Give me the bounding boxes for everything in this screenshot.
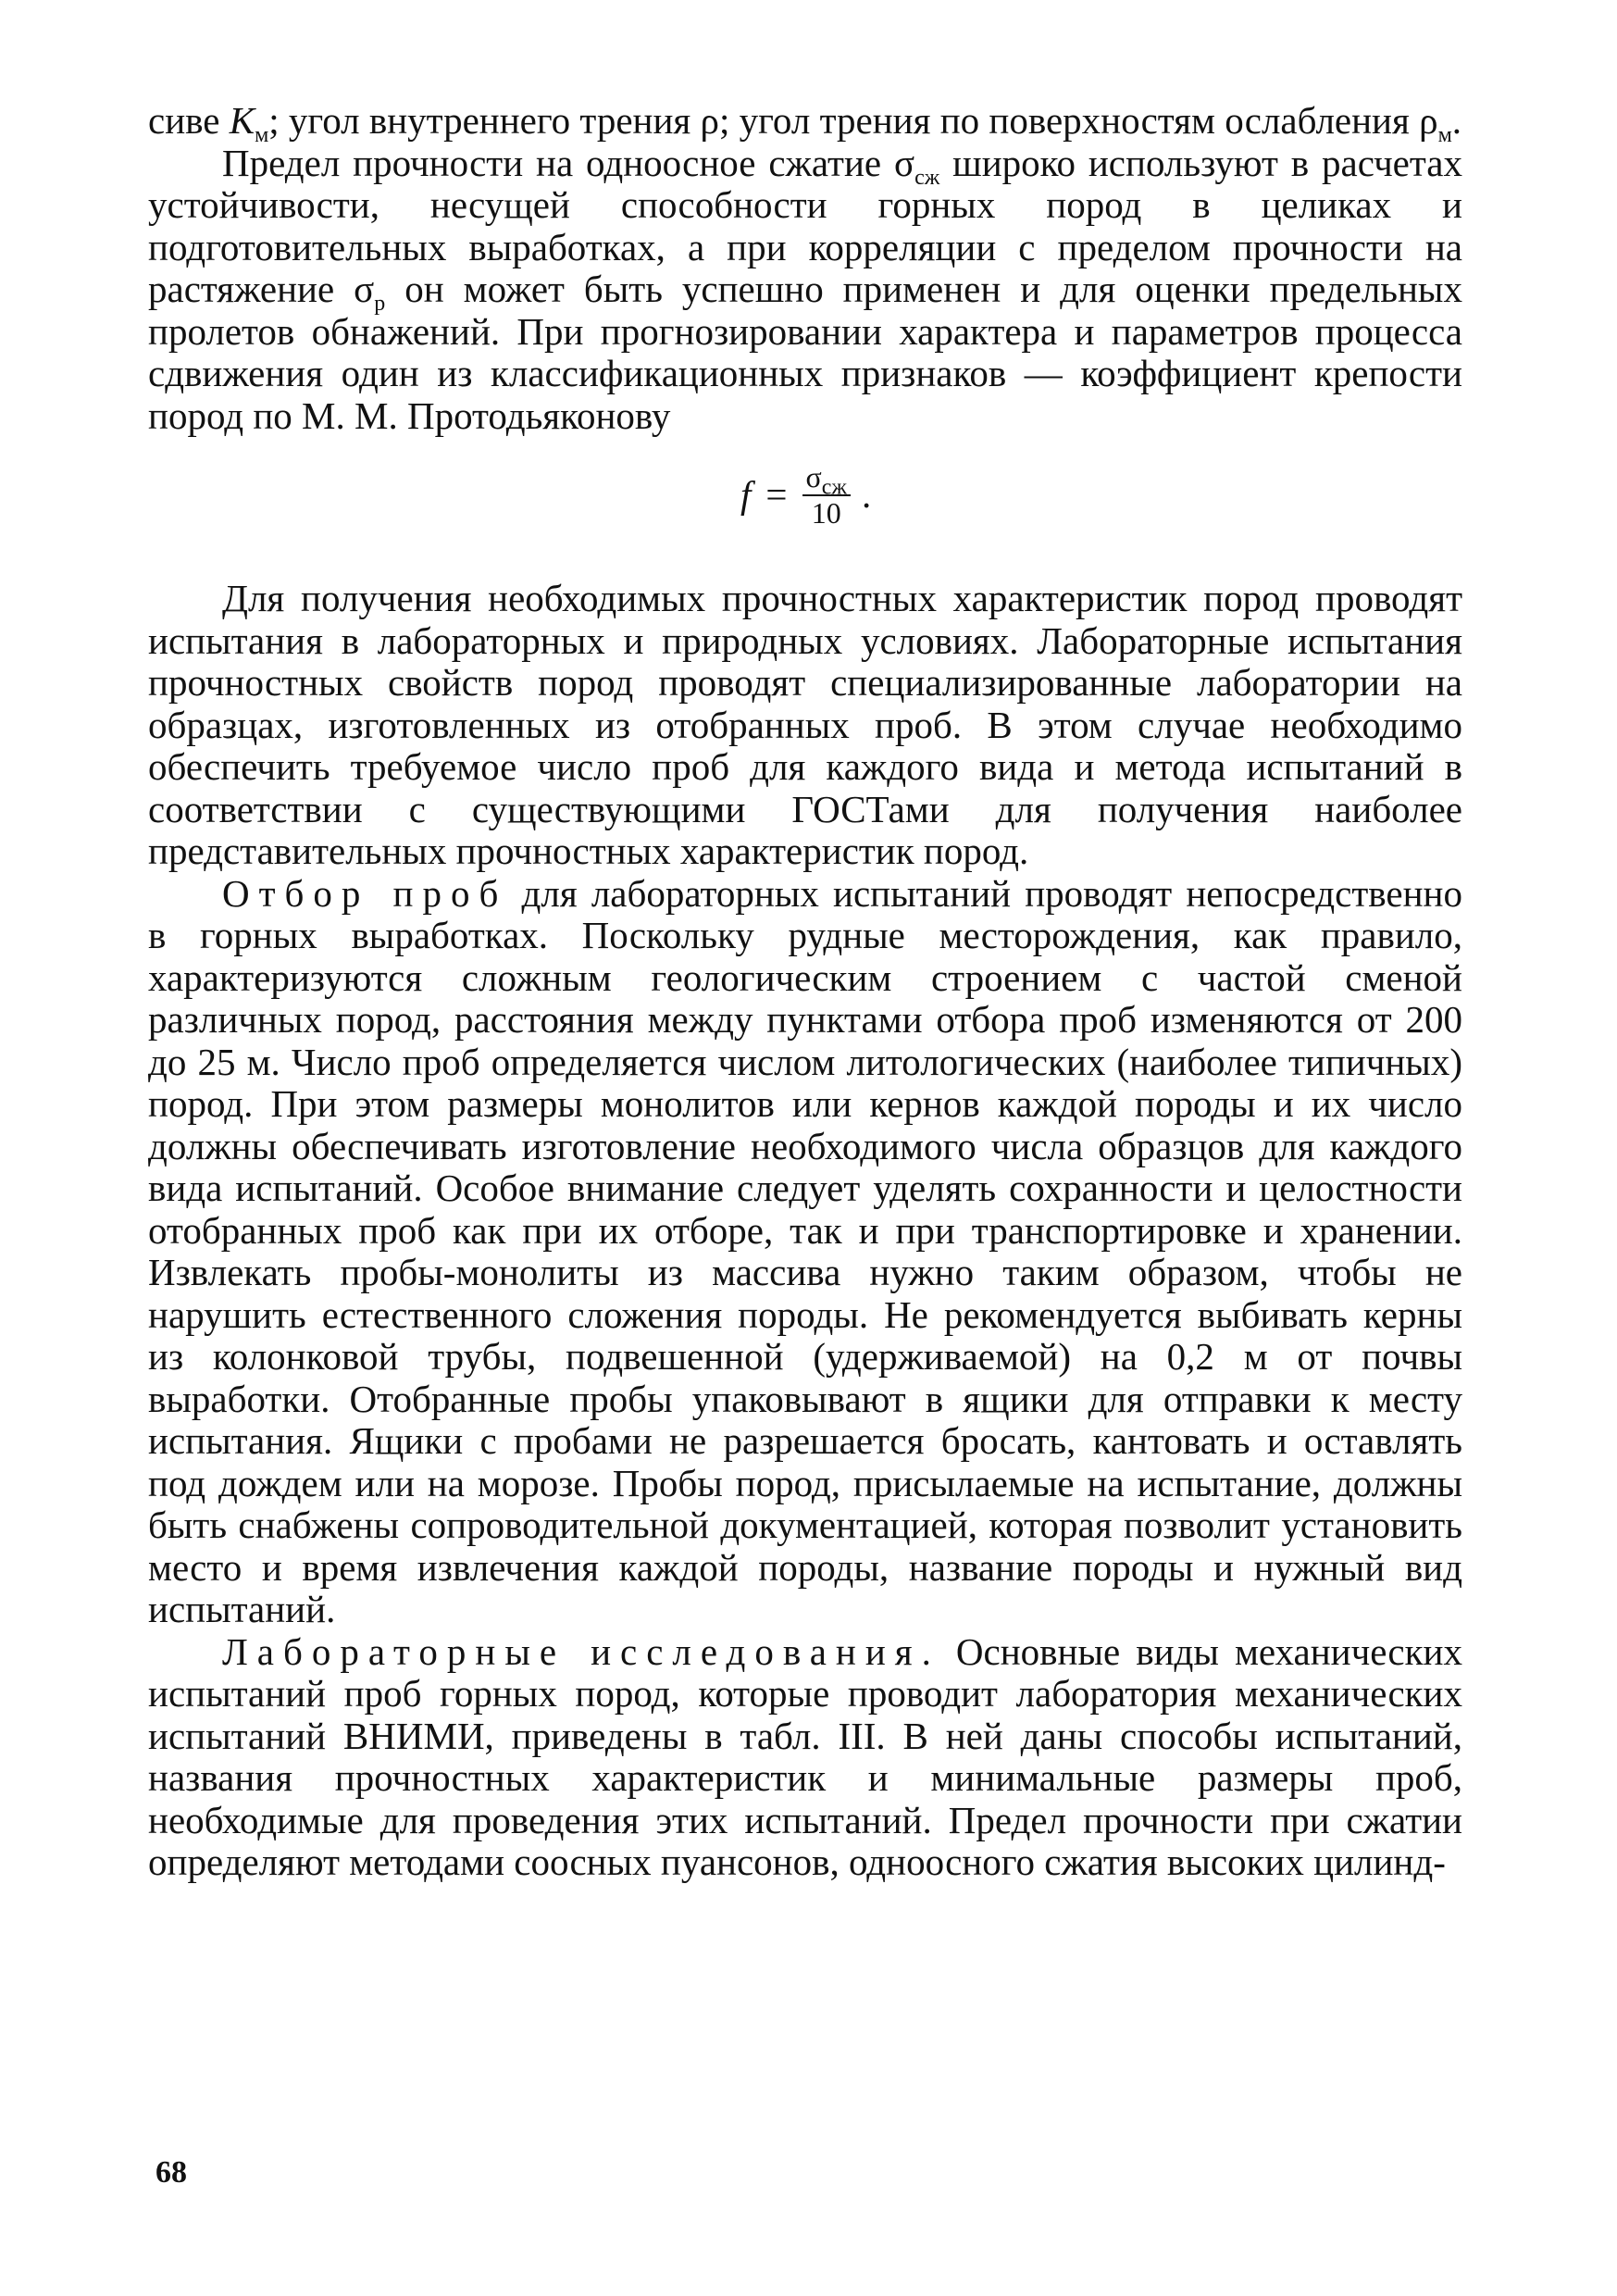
paragraph-3: Для получения необходимых прочностных характеристик пород проводят испытания в лабораторных и природных условиях. Лабораторные испытания прочностных свойств пород проводят специализированные лаборатории на образцах, изготовленных из отобранных проб. В этом случае необходимо обеспечить требуемое число проб для каждого вида и метода испытаний в соответствии с существующими ГОСТами для получения наиболее представительных прочностных характеристик пород.: [148, 577, 1462, 872]
fraction-denominator: 10: [811, 496, 841, 530]
formula: [740, 444, 871, 546]
text-run: сиве: [148, 99, 230, 142]
subscript: м: [255, 123, 269, 148]
sigma-symbol: σ: [805, 460, 822, 493]
formula-lhs: f: [740, 473, 752, 517]
text-run: .: [1451, 99, 1462, 142]
spaced-heading: Лабораторные исследования.: [222, 1629, 940, 1673]
formula-block: [148, 444, 1462, 546]
formula-equals: =: [765, 473, 788, 517]
text-run: ; угол внутреннего трения ρ; угол трения по поверхностям ослабления ρ: [268, 99, 1438, 142]
paragraph-1: [148, 99, 1462, 148]
formula-period: .: [862, 473, 872, 517]
subscript: м: [1437, 123, 1452, 148]
text-run: Предел прочности на одноосное сжатие σ: [222, 141, 915, 184]
body-text: [148, 100, 1462, 1884]
fraction-numerator: [802, 460, 851, 500]
symbol-km: K: [229, 99, 255, 142]
text-run: широко используют в расчетах устойчивости, несущей способности горных пород в целиках и подготовительных выработках, а при корреляции с пределом прочности на растяжение σ: [148, 141, 1462, 310]
page-content: [148, 100, 1462, 1884]
subscript: р: [374, 292, 386, 317]
fraction: [802, 461, 851, 530]
spaced-heading: Отбор проб: [222, 871, 508, 915]
page-number: 68: [155, 2155, 187, 2190]
text-run: он может быть успешно применен и для оценки предельных пролетов обнажений. При прогнозировании характера и параметров процесса сдвижения один из классификационных признаков — коэффициент крепости пород по М. М. Протодьяконову: [148, 268, 1462, 437]
subscript: сж: [914, 165, 940, 190]
subscript: сж: [821, 475, 848, 500]
paragraph-5: [148, 1631, 1462, 1884]
paragraph-2: [148, 143, 1462, 438]
text-run: Основные виды механических испытаний проб горных пород, которые проводит лаборатория механических испытаний ВНИМИ, приведены в табл. III. В ней даны способы испытаний, названия прочностных характеристик и минимальные размеры проб, необходимые для проведения этих испытаний. Предел прочности при сжатии определяют методами соосных пуансонов, одноосного сжатия высоких цилинд-: [148, 1629, 1462, 1883]
text-run: для лабораторных испытаний проводят непосредственно в горных выработках. Поскольку рудные месторождения, как правило, характеризуются сложным геологическим строением с частой сменой различных пород, расстояния между пунктами отбора проб изменяются от 200 до 25 м. Число проб определяется числом литологических (наиболее типичных) пород. При этом размеры монолитов или кернов каждой породы и их число должны обеспечивать изготовление необходимого числа образцов для каждого вида испытаний. Особое внимание следует уделять сохранности и целостности отобранных проб как при их отборе, так и при транспортировке и хранении. Извлекать пробы-монолиты из массива нужно таким образом, чтобы не нарушить естественного сложения породы. Не рекомендуется выбивать керны из колонковой трубы, подвешенной (удерживаемой) на 0,2 м от почвы выработки. Отобранные пробы упаковывают в ящики для отправки к месту испытания. Ящики с пробами не разрешается бросать, кантовать и оставлять под дождем или на морозе. Пробы пород, присылаемые на испытание, должны быть снабжены сопроводительной документацией, которая позволит установить место и время извлечения каждой породы, название породы и нужный вид испытаний.: [148, 871, 1462, 1630]
paragraph-4: [148, 873, 1462, 1631]
